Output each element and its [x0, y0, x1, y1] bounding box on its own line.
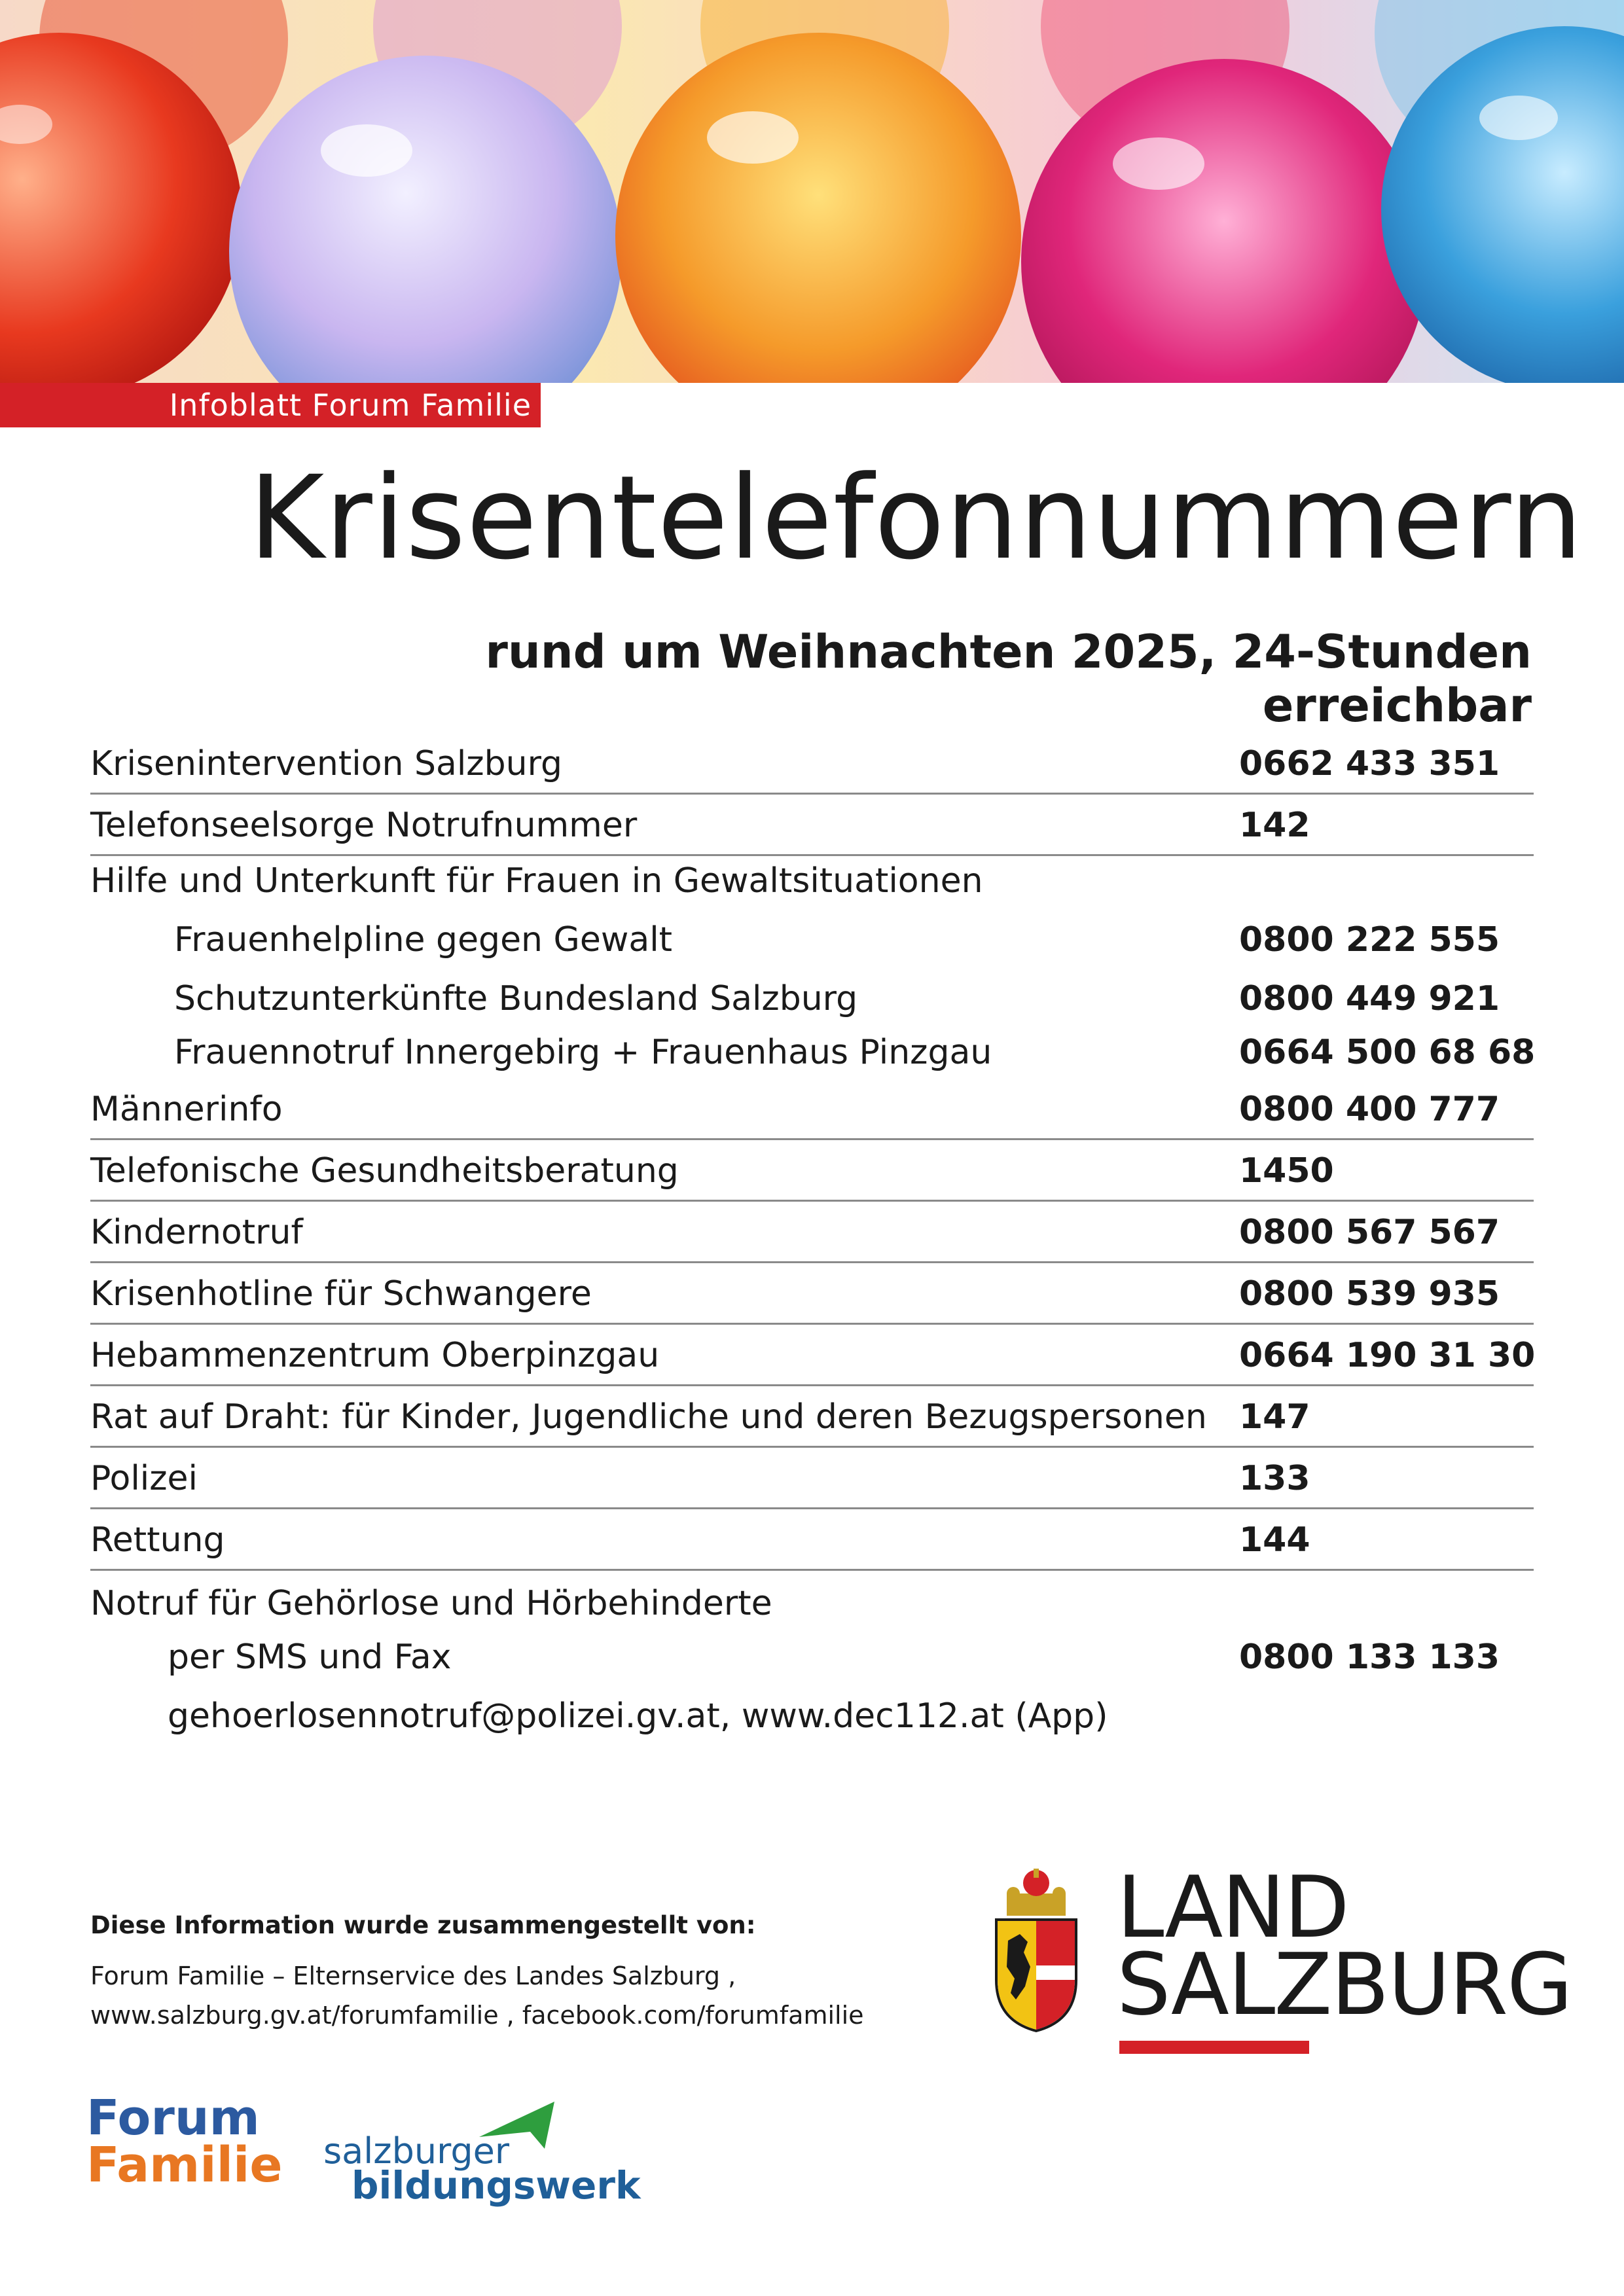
list-item: [90, 1448, 1534, 1509]
entry-number: 144: [1239, 1520, 1310, 1560]
list-item: [90, 1686, 1534, 1745]
entry-number: 0800 400 777: [1239, 1090, 1500, 1129]
list-item: [90, 1509, 1534, 1571]
list-item: [90, 1081, 1534, 1140]
hotline-list: [90, 733, 1534, 1745]
list-item: [90, 795, 1534, 856]
list-item: [90, 1028, 1534, 1081]
entry-number: 133: [1239, 1459, 1310, 1498]
land-line-1: LAND: [1117, 1857, 1348, 1957]
entry-number: 147: [1239, 1397, 1310, 1437]
sbw-line-1: salzburger: [323, 2130, 510, 2172]
list-item: [90, 1632, 1534, 1686]
list-item: [90, 733, 1534, 795]
list-item: [90, 856, 1534, 910]
entry-number: 0800 449 921: [1239, 979, 1500, 1018]
entry-number: 0800 539 935: [1239, 1274, 1500, 1314]
page-subtitle: rund um Weihnachten 2025, 24-Stunden erreichbar: [485, 625, 1532, 732]
entry-number: 0664 500 68 68: [1239, 1033, 1536, 1072]
entry-label: Kindernotruf: [90, 1213, 303, 1252]
entry-label: Hilfe und Unterkunft für Frauen in Gewaltsituationen: [90, 861, 983, 901]
list-item: [90, 1571, 1534, 1632]
entry-label: Schutzunterkünfte Bundesland Salzburg: [174, 979, 858, 1018]
forum-familie-logo: [86, 2090, 283, 2206]
entry-label: Rat auf Draht: für Kinder, Jugendliche und deren Bezugspersonen: [90, 1397, 1207, 1437]
entry-label: Frauenhelpline gegen Gewalt: [174, 920, 673, 960]
entry-label: Rettung: [90, 1520, 225, 1560]
land-line-2: SALZBURG: [1117, 1935, 1572, 2034]
entry-number: 0800 567 567: [1239, 1213, 1500, 1252]
list-item: [90, 1386, 1534, 1448]
infoblatt-tag: Infoblatt Forum Familie: [0, 383, 541, 427]
entry-label: gehoerlosennotruf@polizei.gv.at, www.dec112.at (App): [168, 1696, 1108, 1736]
list-item: [90, 1263, 1534, 1325]
sbw-line-2: bildungswerk: [352, 2163, 641, 2208]
entry-label: Krisenhotline für Schwangere: [90, 1274, 592, 1314]
forum-line-1: Forum: [86, 2090, 260, 2146]
red-accent-bar: [1119, 2041, 1309, 2054]
entry-label: Frauennotruf Innergebirg + Frauenhaus Pinzgau: [174, 1033, 992, 1072]
entry-number: 142: [1239, 806, 1310, 845]
entry-label: Notruf für Gehörlose und Hörbehinderte: [90, 1584, 772, 1623]
entry-label: Männerinfo: [90, 1090, 283, 1129]
entry-number: 0662 433 351: [1239, 744, 1500, 783]
entry-number: 1450: [1239, 1151, 1334, 1191]
list-item: [90, 910, 1534, 969]
entry-label: Krisenintervention Salzburg: [90, 744, 563, 783]
land-salzburg-wordmark: [1117, 1857, 1572, 2034]
land-salzburg-logo: [987, 1857, 1572, 2058]
list-item: [90, 1140, 1534, 1202]
credits: [90, 1911, 941, 2035]
entry-number: 0800 133 133: [1239, 1638, 1500, 1677]
credits-line-1: Forum Familie – Elternservice des Landes Salzburg ,: [90, 1962, 736, 1990]
list-item: [90, 969, 1534, 1028]
salzburger-bildungswerk-logo: [322, 2098, 641, 2209]
entry-label: Telefonseelsorge Notrufnummer: [90, 806, 638, 845]
entry-number: 0800 222 555: [1239, 920, 1500, 960]
entry-label: Telefonische Gesundheitsberatung: [90, 1151, 679, 1191]
hero-image: [0, 0, 1624, 383]
list-item: [90, 1325, 1534, 1386]
entry-label: per SMS und Fax: [168, 1638, 452, 1677]
entry-number: 0664 190 31 30: [1239, 1336, 1536, 1375]
coat-of-arms-icon: [987, 1869, 1085, 2032]
list-item: [90, 1202, 1534, 1263]
credits-heading: Diese Information wurde zusammengestellt von:: [90, 1911, 756, 1939]
entry-label: Hebammenzentrum Oberpinzgau: [90, 1336, 660, 1375]
credits-line-2: www.salzburg.gv.at/forumfamilie , facebook.com/forumfamilie: [90, 2001, 864, 2030]
page-title: Krisentelefonnummern: [249, 451, 1583, 585]
entry-label: Polizei: [90, 1459, 198, 1498]
forum-line-2: Familie: [86, 2137, 283, 2193]
